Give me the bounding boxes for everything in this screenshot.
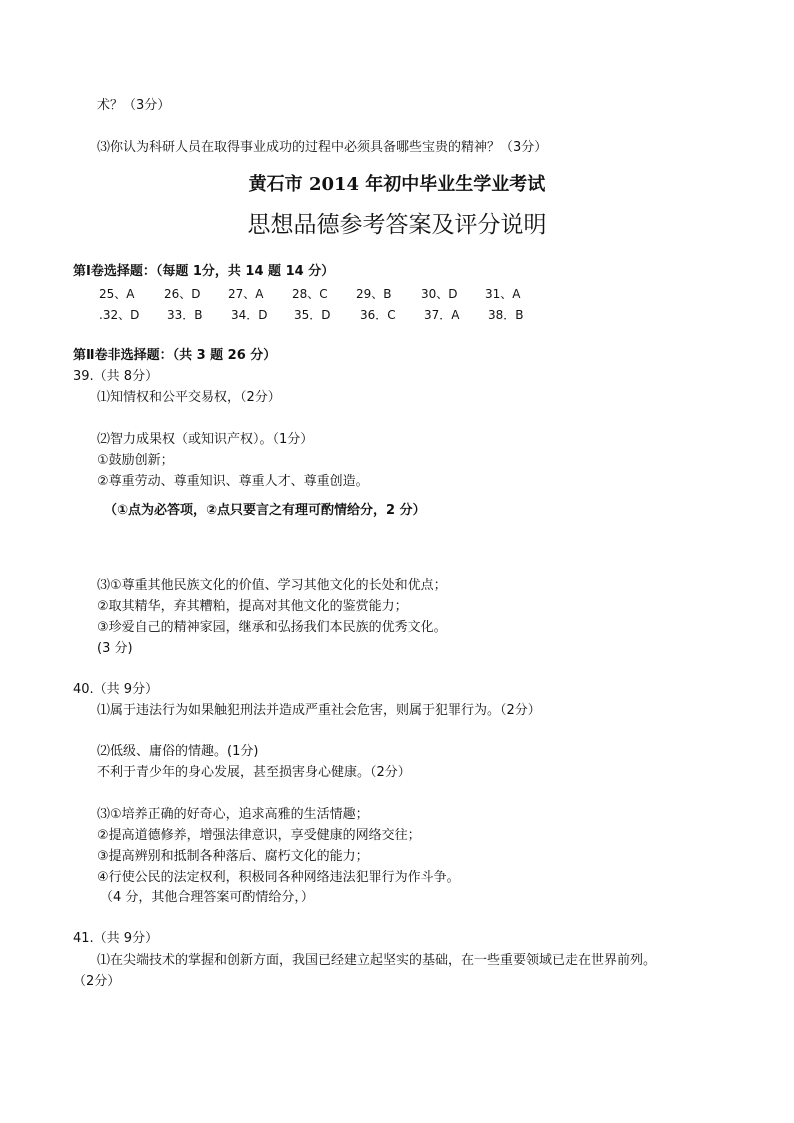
q39-answer-3-score: (3 分)	[97, 641, 133, 656]
prev-question-3: ⑶你认为科研人员在取得事业成功的过程中必须具备哪些宝贵的精神？（3分）	[97, 140, 548, 155]
answer-25: 25、A	[99, 287, 135, 301]
q41-answer-1: ⑴在尖端技术的掌握和创新方面，我国已经建立起坚实的基础，在一些重要领域已走在世界前列。	[97, 953, 657, 968]
answer-31: 31、A	[485, 287, 521, 301]
q40-heading: 40.（共 9分）	[73, 682, 159, 697]
answer-28: 28、C	[292, 287, 328, 301]
part2-heading: 第Ⅱ卷非选择题：（共 3 题 26 分）	[73, 348, 277, 363]
q40-answer-3-point-2: ②提高道德修养，增强法律意识，享受健康的网络交往；	[97, 828, 421, 843]
q39-answer-3-point-3: ③珍爱自己的精神家园，继承和弘扬我们本民族的优秀文化。	[97, 620, 447, 635]
q40-answer-2-detail: 不利于青少年的身心发展，甚至损害身心健康。（2分）	[97, 765, 411, 780]
q41-heading: 41.（共 9分）	[73, 931, 159, 946]
q40-answer-3-point-3: ③提高辨别和抵制各种落后、腐朽文化的能力；	[97, 849, 369, 864]
q39-answer-3-point-2: ②取其精华，弃其糟粕，提高对其他文化的鉴赏能力；	[97, 599, 408, 614]
q40-answer-3-point-4: ④行使公民的法定权利，积极同各种网络违法犯罪行为作斗争。	[97, 870, 460, 885]
q39-answer-1: ⑴知情权和公平交易权，（2分）	[97, 390, 281, 405]
q39-answer-2-point-1: ①鼓励创新；	[97, 453, 174, 468]
answer-34: 34．D	[231, 308, 268, 322]
answer-27: 27、A	[228, 287, 264, 301]
answer-29: 29、B	[356, 287, 392, 301]
answer-35: 35．D	[294, 308, 331, 322]
q40-answer-3-point-1: ⑶①培养正确的好奇心，追求高雅的生活情趣；	[97, 807, 369, 822]
q39-answer-2-point-2: ②尊重劳动、尊重知识、尊重人才、尊重创造。	[97, 474, 369, 489]
part1-heading: 第Ⅰ卷选择题：（每题 1分，共 14 题 14 分）	[73, 264, 335, 279]
answer-36: 36．C	[360, 308, 396, 322]
prev-question-tail: 术？（3分）	[97, 98, 171, 113]
q40-answer-2: ⑵低级、庸俗的情趣。(1分)	[97, 744, 259, 759]
answer-30: 30、D	[421, 287, 458, 301]
q39-answer-2: ⑵智力成果权（或知识产权）。（1分）	[97, 432, 314, 447]
answer-26: 26、D	[164, 287, 201, 301]
document-subtitle: 思想品德参考答案及评分说明	[247, 212, 547, 238]
q39-heading: 39.（共 8分）	[73, 369, 159, 384]
answer-37: 37．A	[424, 308, 460, 322]
document-title: 黄石市 2014 年初中毕业生学业考试	[248, 174, 546, 195]
answer-38: 38．B	[488, 308, 524, 322]
q39-scoring-note: （①点为必答项，②点只要言之有理可酌情给分，2 分）	[104, 503, 426, 518]
q40-answer-1: ⑴属于违法行为如果触犯刑法并造成严重社会危害，则属于犯罪行为。（2分）	[97, 703, 541, 718]
q40-scoring-note: （4 分，其他合理答案可酌情给分，）	[100, 890, 314, 905]
answer-33: 33．B	[167, 308, 203, 322]
answer-32: .32、D	[99, 308, 140, 322]
q39-answer-3-point-1: ⑶①尊重其他民族文化的价值、学习其他文化的长处和优点；	[97, 578, 447, 593]
q41-answer-1-score: （2分）	[73, 974, 121, 989]
